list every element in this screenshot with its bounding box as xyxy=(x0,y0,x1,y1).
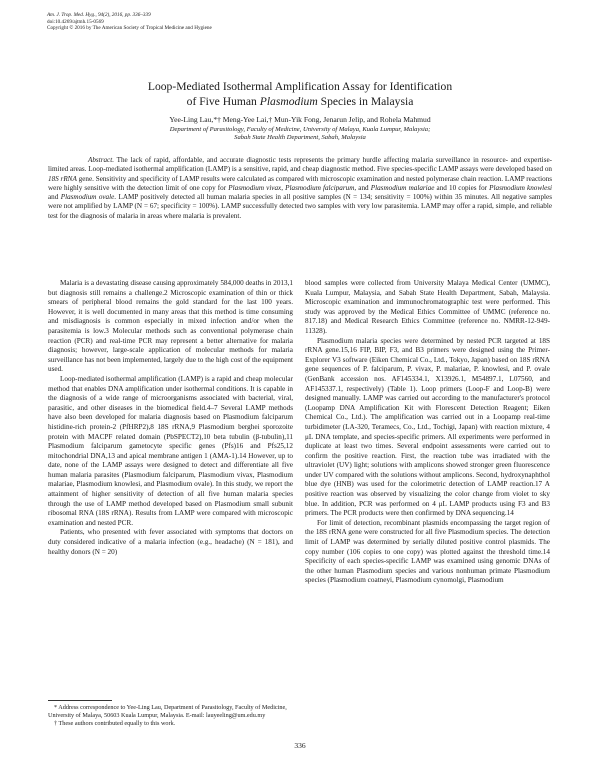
journal-doi: doi:10.4269/ajtmh.15-0569 xyxy=(47,18,104,25)
author-list: Yee-Ling Lau,*† Meng-Yee Lai,† Mun-Yik Fong, Jenarun Jelip, and Rohela Mahmud xyxy=(169,115,431,124)
body-paragraph: Plasmodium malaria species were determined by nested PCR targeted at 18S rRNA gene.15,16 FIP, BIP, F3, and B3 primers were designed using the Primer-Explorer V3 software (Eiken Chemical Co., Ltd., Tokyo, Japan) based on 18S rRNA gene sequences of P. falciparum, P. vivax, P. malariae, P. knowlesi, and P. ovale (GenBank accession nos. AF145334.1, X13926.1, M54897.1, L07560, and AF145337.1, respectively) (Table 1). Loop primers (Loop-F and Loop-B) were designed manually. LAMP was carried out according to the manufacturer's protocol (Loopamp DNA Amplification Kit with Florescent Detection Reagent; Eiken Chemical Co., Ltd.). The amplification was carried out in a Loopamp real-time turbidimeter (LA-320, Teramecs, Co., Ltd., Tochigi, Japan) with reaction mixture, 4 μL DNA template, and species-specific primers. All experiments were performed in duplicate at least two times. Several endpoint assessments were carried out to confirm the positive reaction. First, the reaction tube was irradiated with the ultraviolet (UV) light; solutions with amplicons showed stronger green fluorescence under UV compared with the solutions without amplicons. Second, hydroxynaphthol blue dye (HNB) was used for the colorimetric detection of LAMP reaction.17 A positive reaction was observed by visualizing the color change from violet to sky blue. In addition, PCR was performed on 4 μL LAMP products using F3 and B3 primers. The PCR products were then confirmed by DNA sequencing.14 xyxy=(305,336,550,518)
body-paragraph: Patients, who presented with fever associated with symptoms that doctors on duty considered indicative of a malaria infection (e.g., headache) (N = 181), and healthy donors (N = 20) xyxy=(48,528,293,556)
body-paragraph: For limit of detection, recombinant plasmids encompassing the target region of the 18S rRNA gene were constructed for all five Plasmodium species. The detection limit of LAMP was determined by serially diluted positive control plasmids. The copy number (106 copies to one copy) was plotted against the threshold time.14 Specificity of each species-specific LAMP was examined using genomic DNAs of the other human Plasmodium species and various nonhuman primate Plasmodium species (Plasmodium coatneyi, Plasmodium cynomolgi, Plasmodium xyxy=(305,518,550,585)
affiliation-1: Department of Parasitology, Faculty of Medicine, University of Malaya, Kuala Lumpur, Malaysia; xyxy=(169,126,431,133)
journal-citation: Am. J. Trop. Med. Hyg., 94(2), 2016, pp. 336–339 xyxy=(47,12,151,18)
paper-title xyxy=(60,80,540,109)
journal-copyright: Copyright © 2016 by The American Society of Tropical Medicine and Hygiene xyxy=(47,25,212,32)
body-column-left xyxy=(48,279,293,557)
affiliation-2: Sabah State Health Department, Sabah, Malaysia xyxy=(234,134,366,142)
body-paragraph: Malaria is a devastating disease causing approximately 584,000 deaths in 2013,1 but diagnosis still remains a challenge.2 Microscopic examination of thin or thick smears of peripheral blood remains the gold standard for the last 100 years. However, it is well documented in many areas that this method is time consuming and misdiagnosis is common especially in mixed infection and/or when the parasitemia is low.3 Molecular methods such as conventional polymerase chain reaction (PCR) and real-time PCR may represent a better alternative for malaria diagnosis; however, large-scale application of molecular methods for malaria surveillance has not been implemented, largely due to the high cost of the equipment used. xyxy=(48,279,293,374)
journal-header xyxy=(47,12,212,32)
footnotes xyxy=(48,704,293,727)
page-number: 336 xyxy=(294,741,306,750)
body-paragraph: blood samples were collected from University Malaya Medical Center (UMMC), Kuala Lumpur, Malaysia, and Sabah State Health Department, Sabah, Malaysia. Microscopic examination and immunochromatographic test were performed. This study was approved by the Medical Ethics Committee of UMMC (reference no. 817.18) and Medical Research Ethics Committee (reference no. NMRR-12-949-11328). xyxy=(305,279,550,335)
footnote-equal-contribution: † These authors contributed equally to this work. xyxy=(54,719,176,727)
title-line-2: of Five Human Plasmodium Species in Malaysia xyxy=(186,94,414,108)
abstract-label: Abstract. xyxy=(88,156,114,164)
body-paragraph: Loop-mediated isothermal amplification (LAMP) is a rapid and cheap molecular method that enables DNA amplification under isothermal conditions. It is capable in the diagnosis of a wide range of microorganisms associated with bacterial, viral, parasitic, and other diseases in the biomedical field.4–7 Several LAMP methods have also been developed for malaria diagnosis based on Plasmodium falciparum histidine-rich protein-2 (PfHRP2),8 18S rRNA,9 Plasmodium berghei sporozoite protein with MACPF related domain (PbSPECT2),10 beta tubulin (β-tubulin),11 Plasmodium falciparum gametocyte specific genes (Pfs)16 and Pfs25,12 mitochondrial DNA,13 and apical membrane antigen 1 (AMA-1).14 However, up to date, none of the LAMP assays were designed to detect and differentiate all five human malaria parasites (Plasmodium falciparum, Plasmodium vivax, Plasmodium malariae, Plasmodium knowlesi, and Plasmodium ovale). In this study, we report the attainment of higher sensitivity of detection of all five human malaria species through the use of LAMP method developed based on Plasmodium small subunit ribosomal RNA (18S rRNA). Results from LAMP were compared with microscopic examination and nested PCR. xyxy=(48,374,293,527)
abstract: Abstract. The lack of rapid, affordable, and accurate diagnostic tests represents the primary hurdle affecting malaria surveillance in resource- and expertise-limited areas. Loop-mediated isothermal amplification (LAMP) is a sensitive, rapid, and cheap diagnostic method. Five species-specific LAMP assays were developed based on 18S rRNA gene. Sensitivity and specificity of LAMP results were calculated as compared with microscopic examination and nested polymerase chain reaction. LAMP reactions were highly sensitive with the detection limit of one copy for Plasmodium vivax, Plasmodium falciparum, and Plasmodium malariae and 10 copies for Plasmodium knowlesi and Plasmodium ovale. LAMP positively detected all human malaria species in all positive samples (N = 134; sensitivity = 100%) within 35 minutes. All negative samples were not amplified by LAMP (N = 67; specificity = 100%). LAMP successfully detected two samples with very low parasitemia. LAMP may offer a rapid, simple, and reliable test for the diagnosis of malaria in areas where malaria is prevalent. xyxy=(48,156,553,220)
title-line-1: Loop-Mediated Isothermal Amplification Assay for Identification xyxy=(147,80,453,93)
footnote-correspondence: * Address correspondence to Yee-Ling Lau, Department of Parasitology, Faculty of Medicine, University of Malaya, 50603 Kuala Lumpur, Malaysia. E-mail: lauyeeling@um.edu.my xyxy=(48,704,287,719)
footnote-divider xyxy=(48,700,112,701)
affiliations xyxy=(60,126,540,143)
body-column-right xyxy=(305,279,550,586)
